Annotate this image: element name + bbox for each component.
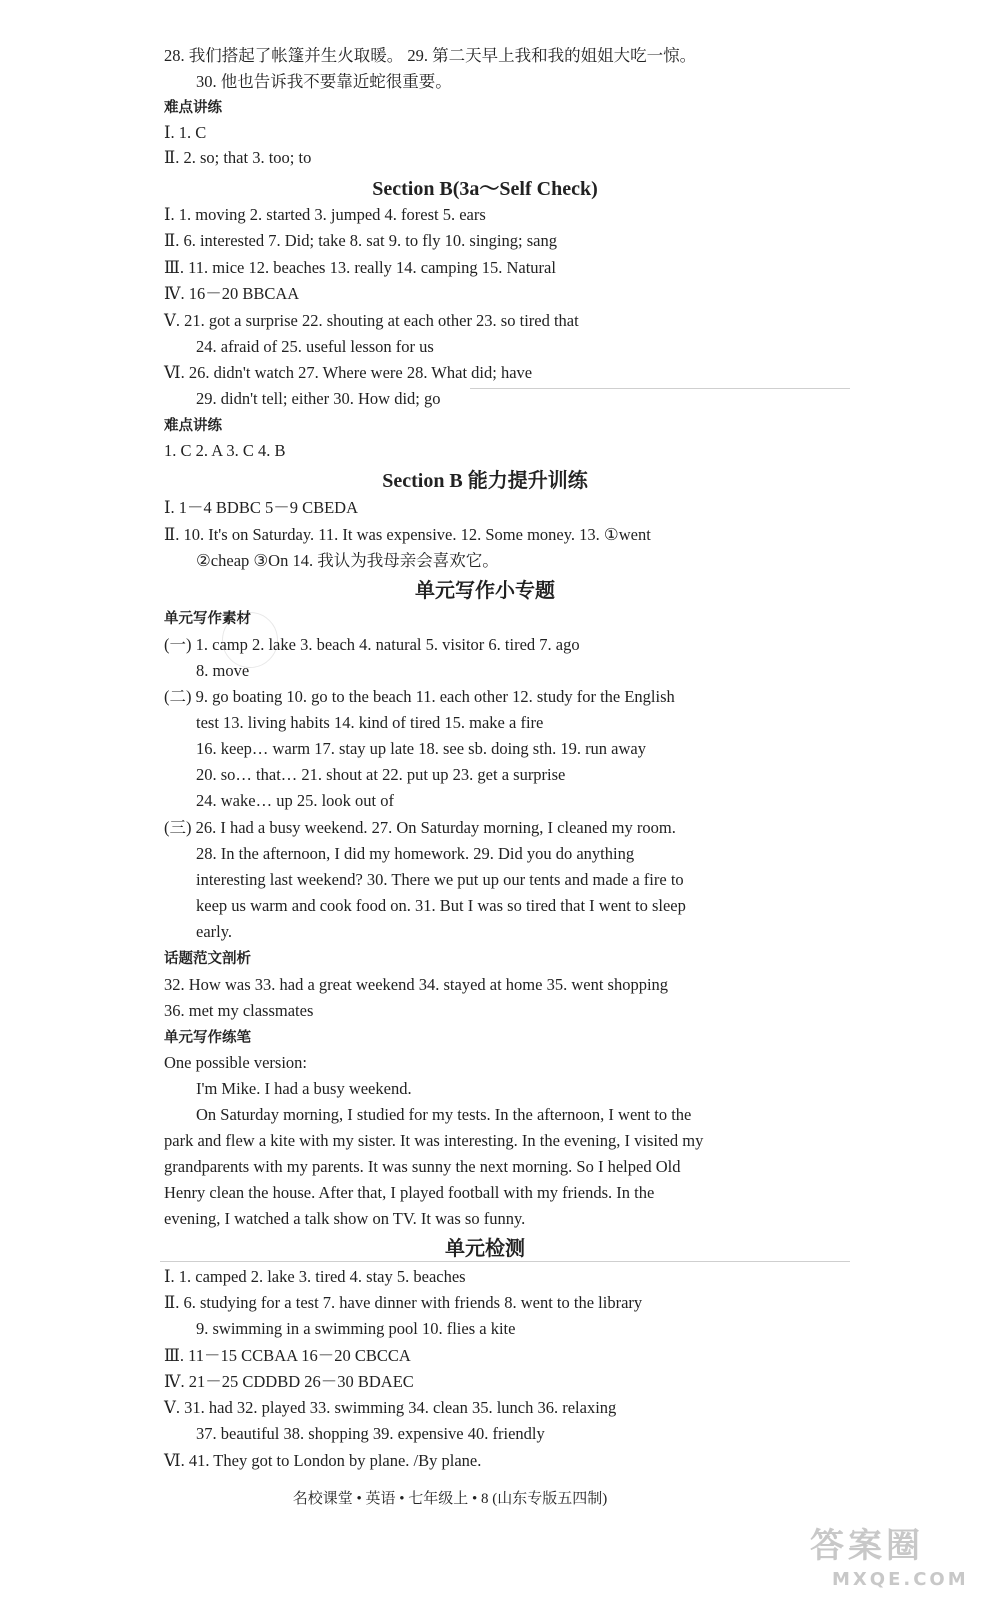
answer-line: Ⅱ. 6. studying for a test 7. have dinner with friends 8. went to the library [164, 1293, 643, 1312]
answer-line: 36. met my classmates [164, 1001, 314, 1020]
answer-line: 20. so… that… 21. shout at 22. put up 23. get a surprise [196, 765, 566, 784]
answer-line: Ⅵ. 26. didn't watch 27. Where were 28. What did; have [164, 363, 533, 382]
section-heading: Section B 能力提升训练 [382, 470, 588, 492]
answer-line: Ⅲ. 11－15 CCBAA 16－20 CBCCA [164, 1346, 411, 1365]
subsection-heading: 难点讲练 [164, 418, 222, 434]
answer-line: Ⅲ. 11. mice 12. beaches 13. really 14. camping 15. Natural [164, 258, 556, 277]
answer-line: Henry clean the house. After that, I played football with my friends. In the [164, 1183, 655, 1202]
answer-line: (三) 26. I had a busy weekend. 27. On Saturday morning, I cleaned my room. [164, 818, 676, 837]
answer-line: 28. 我们搭起了帐篷并生火取暖。 29. 第二天早上我和我的姐姐大吃一惊。 [164, 46, 697, 65]
section-heading: 单元写作小专题 [415, 580, 555, 602]
answer-line: 24. wake… up 25. look out of [196, 791, 394, 810]
answer-line: grandparents with my parents. It was sunny the next morning. So I helped Old [164, 1157, 681, 1176]
answer-line: 8. move [196, 661, 250, 680]
answer-line: 30. 他也告诉我不要靠近蛇很重要。 [196, 72, 452, 91]
answer-line: evening, I watched a talk show on TV. It was so funny. [164, 1209, 526, 1228]
answer-line: test 13. living habits 14. kind of tired 15. make a fire [196, 713, 544, 732]
subsection-heading: 话题范文剖析 [164, 951, 251, 967]
subsection-heading: 难点讲练 [164, 100, 222, 116]
answer-line: Ⅳ. 21－25 CDDBD 26－30 BDAEC [164, 1372, 414, 1391]
answer-line: Ⅱ. 6. interested 7. Did; take 8. sat 9. to fly 10. singing; sang [164, 231, 557, 250]
answer-line: Ⅴ. 21. got a surprise 22. shouting at each other 23. so tired that [164, 311, 579, 330]
answer-line: (二) 9. go boating 10. go to the beach 11. each other 12. study for the English [164, 687, 675, 706]
watermark-logo-text: 答案圈 [810, 1526, 924, 1566]
answer-line: (一) 1. camp 2. lake 3. beach 4. natural 5. visitor 6. tired 7. ago [164, 635, 580, 654]
section-heading: 单元检测 [445, 1238, 525, 1260]
subsection-heading: 单元写作练笔 [164, 1030, 251, 1046]
watermark-url: MXQE.COM [832, 1569, 969, 1590]
answer-line: early. [196, 922, 233, 941]
answer-line: 29. didn't tell; either 30. How did; go [196, 389, 441, 408]
answer-line: 16. keep… warm 17. stay up late 18. see sb. doing sth. 19. run away [196, 739, 646, 758]
answer-line: I'm Mike. I had a busy weekend. [196, 1079, 412, 1098]
answer-line: On Saturday morning, I studied for my tests. In the afternoon, I went to the [196, 1105, 692, 1124]
answer-line: keep us warm and cook food on. 31. But I was so tired that I went to sleep [196, 896, 686, 915]
answer-line: Ⅰ. 1. camped 2. lake 3. tired 4. stay 5. beaches [164, 1267, 466, 1286]
answer-line: Ⅴ. 31. had 32. played 33. swimming 34. clean 35. lunch 36. relaxing [164, 1398, 617, 1417]
answer-line: 1. C 2. A 3. C 4. B [164, 441, 286, 460]
divider-line [470, 388, 850, 389]
subsection-heading: 单元写作素材 [164, 611, 251, 627]
section-heading: Section B(3a～Self Check) [372, 178, 598, 200]
answer-line: Ⅳ. 16－20 BBCAA [164, 284, 300, 303]
answer-line: 32. How was 33. had a great weekend 34. stayed at home 35. went shopping [164, 975, 669, 994]
answer-line: park and flew a kite with my sister. It was interesting. In the evening, I visited my [164, 1131, 704, 1150]
answer-line: Ⅰ. 1. moving 2. started 3. jumped 4. forest 5. ears [164, 205, 486, 224]
answer-line: Ⅱ. 10. It's on Saturday. 11. It was expensive. 12. Some money. 13. ①went [164, 525, 651, 544]
answer-line: 37. beautiful 38. shopping 39. expensive 40. friendly [196, 1424, 545, 1443]
answer-line: Ⅵ. 41. They got to London by plane. /By plane. [164, 1451, 482, 1470]
page-footer: 名校课堂 • 英语 • 七年级上 • 8 (山东专版五四制) [292, 1491, 608, 1507]
answer-line: Ⅰ. 1. C [164, 123, 207, 142]
answer-line: ②cheap ③On 14. 我认为我母亲会喜欢它。 [196, 551, 499, 570]
answer-line: 9. swimming in a swimming pool 10. flies a kite [196, 1319, 516, 1338]
watermark-logo [810, 1526, 969, 1590]
answer-line: interesting last weekend? 30. There we put up our tents and made a fire to [196, 870, 684, 889]
answer-line: 28. In the afternoon, I did my homework. 29. Did you do anything [196, 844, 635, 863]
answer-line: One possible version: [164, 1053, 307, 1072]
answer-line: 24. afraid of 25. useful lesson for us [196, 337, 434, 356]
answer-line: Ⅱ. 2. so; that 3. too; to [164, 148, 312, 167]
answer-line: Ⅰ. 1－4 BDBC 5－9 CBEDA [164, 498, 358, 517]
